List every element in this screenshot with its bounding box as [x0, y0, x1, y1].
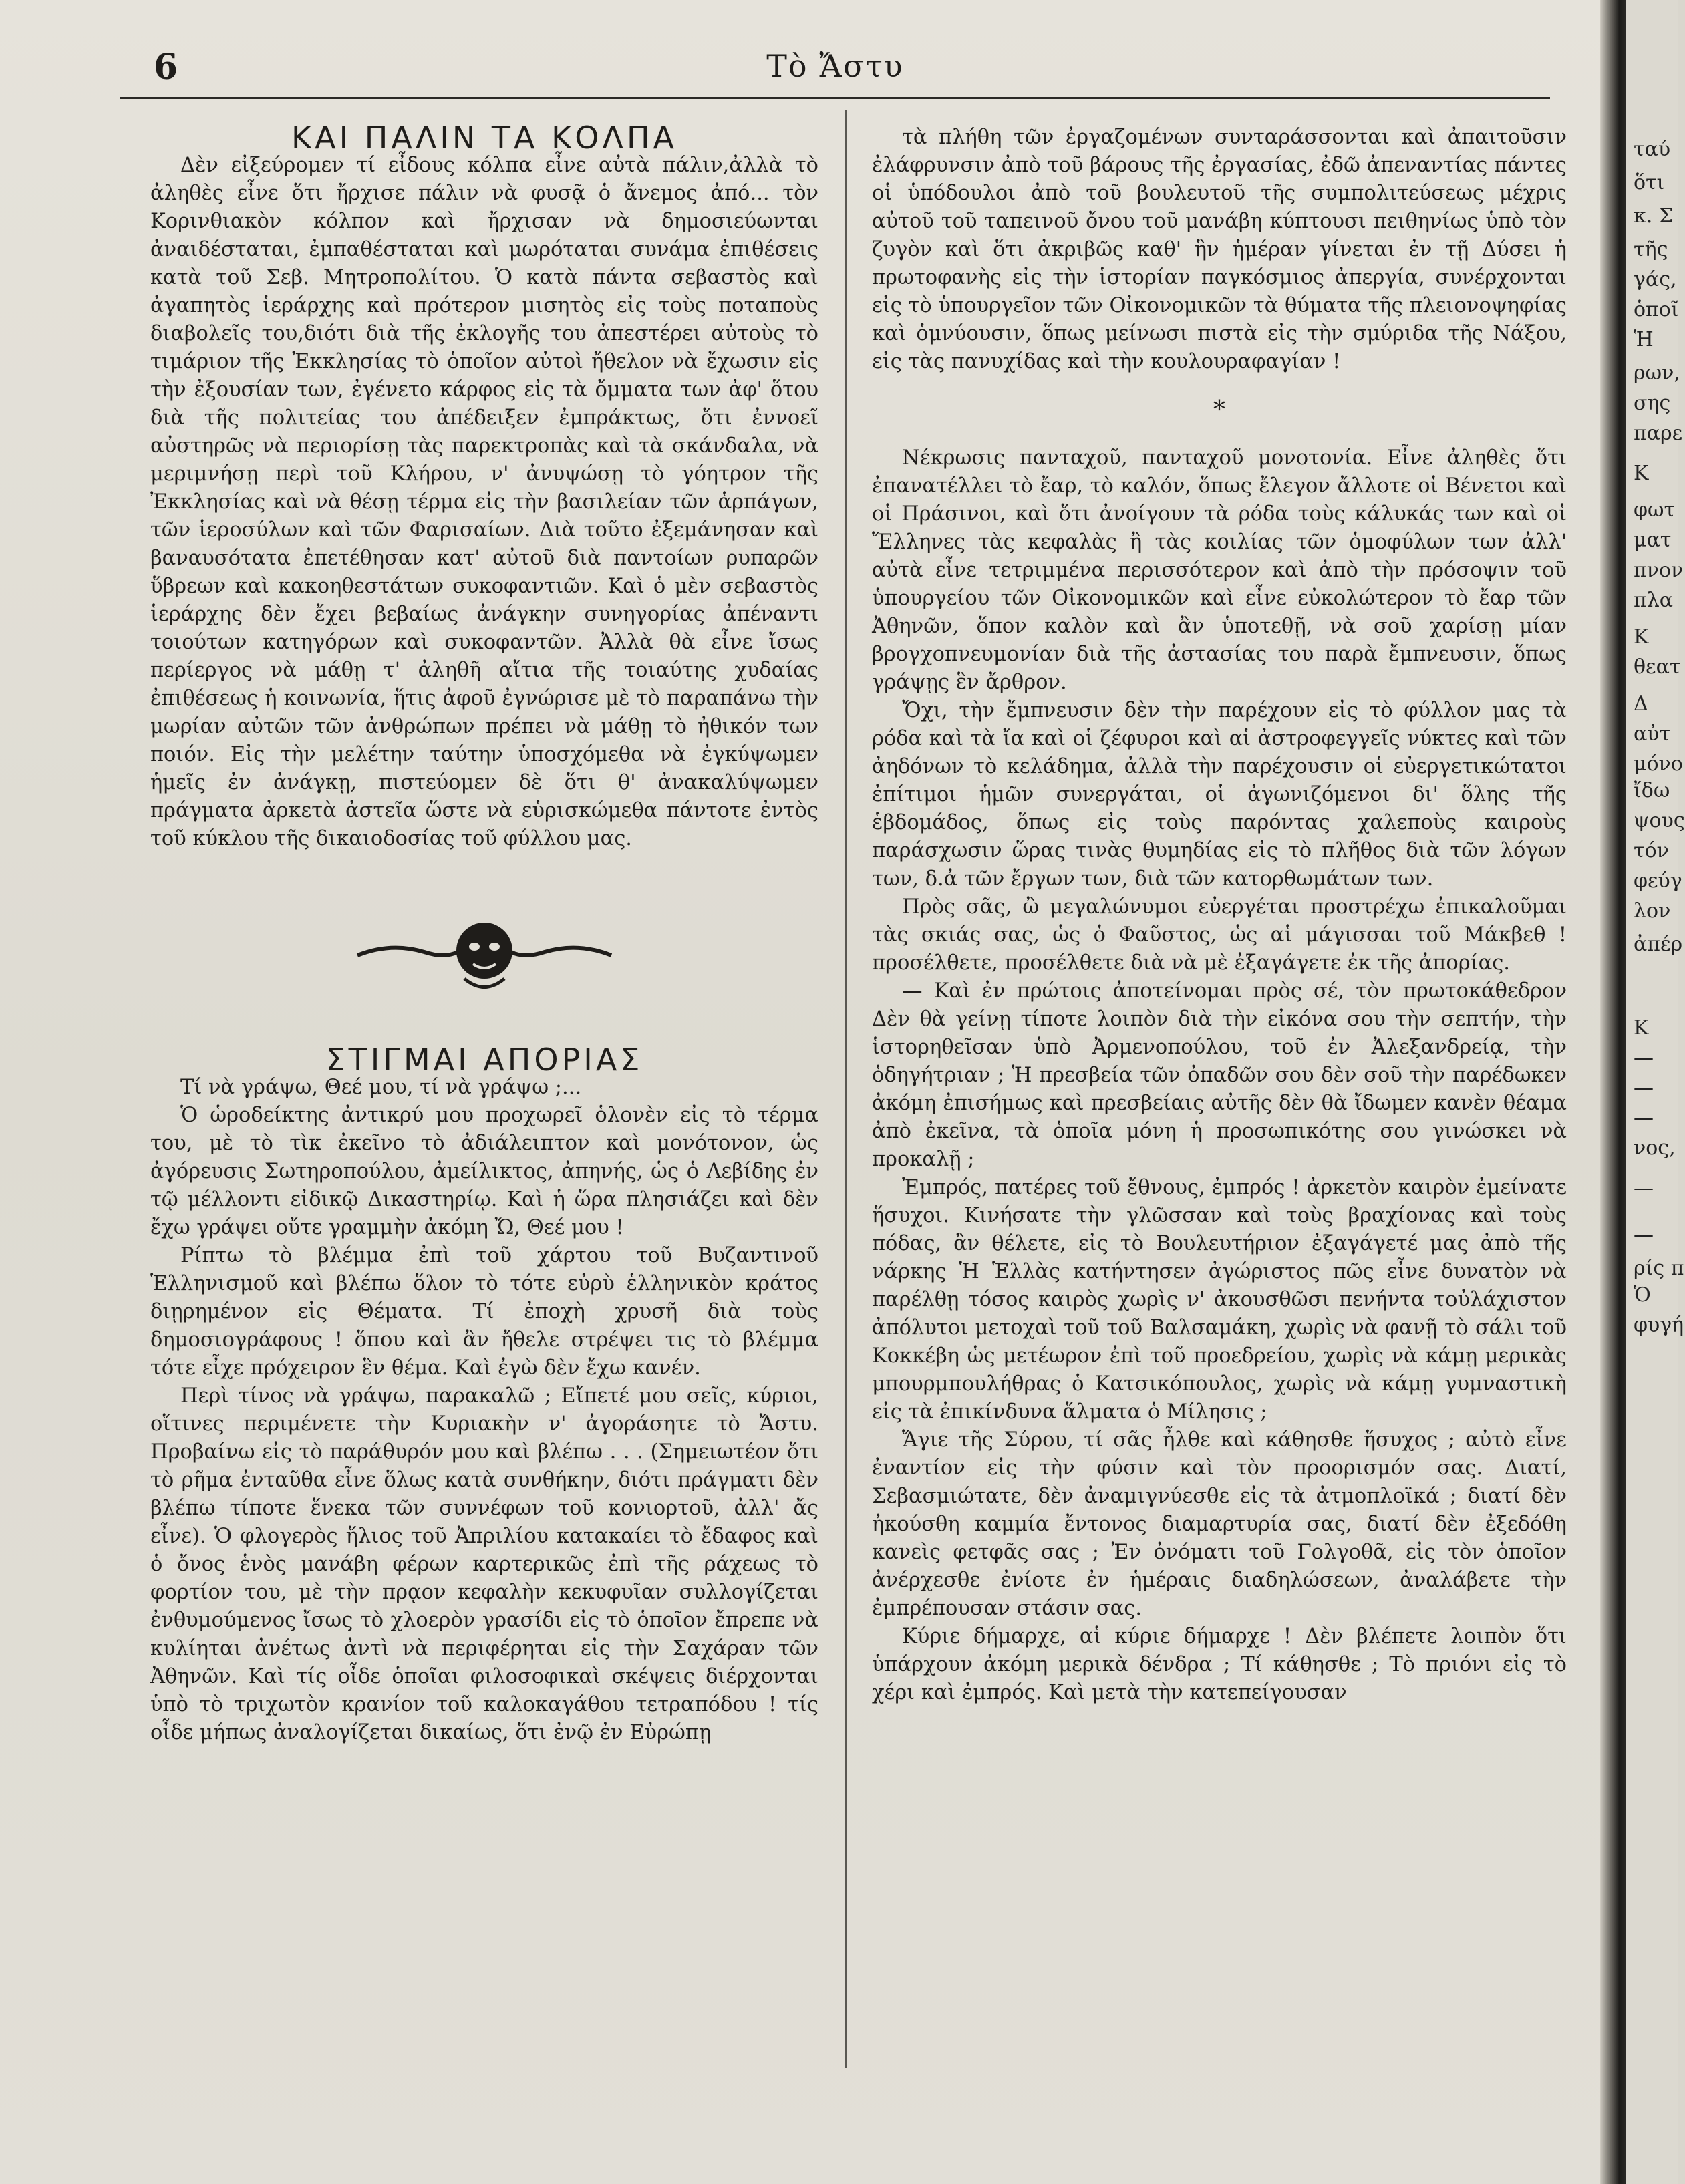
next-page-fragment: ὁποῖ [1634, 298, 1679, 321]
article-paragraph: Πρὸς σᾶς, ὢ μεγαλώνυμοι εὐεργέται προστρέχω ἐπικαλοῦμαι τὰς σκιάς σας, ὡς ὁ Φαῦστος, ὡς αἱ μάγισσαι τοῦ Μάκβεθ ! προσέλθετε, προσέλθετε διὰ νὰ μὲ ἐξαγάγετε ἐκ τῆς ἀπορίας. [872, 895, 1567, 975]
page-binding [1600, 0, 1626, 2184]
next-page-fragment: ὅτι [1634, 171, 1665, 194]
next-page-fragment: ἴδω [1634, 779, 1670, 802]
article-paragraph: — Καὶ ἐν πρώτοις ἀποτείνομαι πρὸς σέ, τὸν πρωτοκάθεδρον Δὲν θὰ γείνῃ τίποτε λοιπὸν διὰ τὴν εἰκόνα σου τὴν σεπτήν, τὴν ἱστορηθεῖσαν ὑπὸ Ἀρμενοπούλου, τοῦ ἐν Ἀλεξανδρείᾳ, τὴν ὁδηγήτριαν ; Ἡ πρεσβεία τῶν ὀπαδῶν σου δὲν σοῦ τὴν παρέδωκεν ἀκόμη ἐπισήμως καὶ πρεσβείαις αὐτῆς δὲν θὰ ἴδωμεν κανὲν θέαμα ἀπὸ ἐκεῖνα, τὰ ὁποῖα μόνη ἡ προσωπικότης σου γινώσκει νὰ προκαλῇ ; [872, 979, 1567, 1171]
article-heading-kolpa: ΚΑΙ ΠΑΛΙΝ ΤΑ ΚΟΛΠΑ [291, 120, 678, 156]
next-page-fragment: σης [1634, 392, 1671, 415]
next-page-fragment: φεύγ [1634, 869, 1682, 893]
next-page-fragment: μόνο [1634, 752, 1683, 776]
article-paragraph: τὰ πλήθη τῶν ἐργαζομένων συνταράσσονται καὶ ἀπαιτοῦσιν ἐλάφρυνσιν ἀπὸ τοῦ βάρους τῆς ἐργασίας, ἐδῶ ἀπεναντίας πάντες οἱ ὑπόδουλοι ἀπὸ τοῦ βουλευτοῦ τῆς συμπολιτεύσεως μέχρις αὐτοῦ τοῦ ταπεινοῦ ὄνου τοῦ μανάβη κύπτουσι πειθηνίως ὑπὸ τὸν ζυγὸν καὶ ὅτι ἀκριβῶς καθ' ἣν ἡμέραν γίνεται ἐν τῇ Δύσει ἡ πρωτοφανὴς εἰς τὴν ἱστορίαν παγκόσμιος ἀπεργία, συνέρχονται εἰς τὸ ὑπουργεῖον τῶν Οἰκονομικῶν τὰ θύματα τῆς πλειονοψηφίας καὶ ὁμνύουσιν, ὅπως μείνωσι πιστὰ εἰς τὴν σμύριδα τῆς Νάξου, εἰς τὰς πανυχίδας καὶ τὴν κουλουραφαγίαν ! [872, 126, 1567, 373]
next-page-fragment: — [1634, 1076, 1654, 1100]
next-page-fragment: — [1634, 1046, 1654, 1070]
article-paragraph: Ὁ ὡροδείκτης ἀντικρύ μου προχωρεῖ ὁλονὲν εἰς τὸ τέρμα του, μὲ τὸ τὶκ ἐκεῖνο τὸ ἀδιάλειπτον καὶ μονότονον, ὡς ἀγόρευσις Σωτηροπούλου, ἀμείλικτος, ἀπηνής, ὡς ὁ Λεβίδης ἐν τῷ μέλλοντι εἰδικῷ Δικαστηρίῳ. Καὶ ἡ ὥρα πλησιάζει καὶ δὲν ἔχω γράψει οὔτε γραμμὴν ἀκόμη Ὤ, Θεέ μου ! [150, 1104, 818, 1239]
article-paragraph: Περὶ τίνος νὰ γράψω, παρακαλῶ ; Εἴπετέ μου σεῖς, κύριοι, οἵτινες περιμένετε τὴν Κυριακὴν ν' ἀγοράσητε τὸ Ἄστυ. Προβαίνω εἰς τὸ παράθυρόν μου καὶ βλέπω . . . (Σημειωτέον ὅτι τὸ ρῆμα ἐνταῦθα εἶνε ὅλως κατὰ συνθήκην, διότι πράγματι δὲν βλέπω τίποτε ἕνεκα τῶν συννέφων τοῦ κονιορτοῦ, ἀλλ' ἄς εἶνε). Ὁ φλογερὸς ἥλιος τοῦ Ἀπριλίου κατακαίει τὸ ἔδαφος καὶ ὁ ὄνος ἑνὸς μανάβη φέρων καρτερικῶς ἐπὶ τῆς ράχεως τὸ φορτίον του, μὲ τὴν πρᾳον κεφαλὴν κεκυφυῖαν συλλογίζεται ἐνθυμούμενος ἴσως τὸ χλοερὸν γρασίδι εἰς τὸ ὁποῖον ἔπρεπε νὰ κυλίηται ἀνέτως ἀντὶ νὰ περιφέρηται εἰς τὴν Σαχάραν τῶν Ἀθηνῶν. Καὶ τίς οἶδε ὁποῖαι φιλοσοφικαὶ σκέψεις διέρχονται ὑπὸ τὸ τριχωτὸν κρανίον τοῦ καλοκαγάθου τετραπόδου ! τίς οἶδε μήπως ἀναλογίζεται δικαίως, ὅτι ἐνῷ ἐν Εὐρώπῃ [150, 1384, 818, 1744]
column-divider [845, 110, 847, 2068]
next-page-fragment: — [1634, 1106, 1654, 1130]
next-page-fragment: τῆς [1634, 238, 1668, 261]
article-paragraph: Ρίπτω τὸ βλέμμα ἐπὶ τοῦ χάρτου τοῦ Βυζαντινοῦ Ἑλληνισμοῦ καὶ βλέπω ὅλον τὸ τότε εὐρὺ ἑλληνικὸν κράτος διῃρημένον εἰς Θέματα. Τί ἐποχὴ χρυσῆ διὰ τοὺς δημοσιογράφους ! ὅπου καὶ ἂν ἤθελε στρέψει τις τὸ βλέμμα τότε εἶχε πρόχειρον ἓν θέμα. Καὶ ἐγὼ δὲν ἔχω κανέν. [150, 1244, 818, 1380]
next-page-fragment: Ἡ [1634, 328, 1654, 351]
left-column [150, 120, 818, 1747]
next-page-fragment: κ. Σ [1634, 204, 1674, 228]
next-page-fragment: πνον [1634, 559, 1684, 582]
next-page-fragment: Δ [1634, 692, 1648, 716]
next-page-fragment: γάς, [1634, 268, 1677, 291]
newspaper-title: Τὸ Ἄστυ [766, 48, 904, 84]
next-page-fragment: Κ [1634, 625, 1649, 649]
next-page-fragment: φυγή [1634, 1313, 1684, 1337]
page-header [120, 40, 1550, 100]
article-paragraph: Δὲν εἰξεύρομεν τί εἶδους κόλπα εἶνε αὐτὰ πάλιν,ἀλλὰ τὸ ἀληθὲς εἶνε ὅτι ἤρχισε πάλιν νὰ φυσᾷ ὁ ἄνεμος ἀπό... τὸν Κορινθιακὸν κόλπον καὶ ἤρχισαν νὰ δημοσιεύωνται ἀναιδέσταται, ἐμπαθέσταται καὶ μωρόταται συνάμα ἐπιθέσεις κατὰ τοῦ Σεβ. Μητροπολίτου. Ὁ κατὰ πάντα σεβαστὸς καὶ ἀγαπητὸς ἱεράρχης καὶ πρότερον μισητὸς εἰς τοὺς ποταποὺς διαβολεῖς του,διότι διὰ τῆς ἐκλογῆς του ἀπεστέρει αὐτοὺς τὸ τιμάριον τῆς Ἐκκλησίας τὸ ὁποῖον αὐτοὶ ἤθελον νὰ ἔχωσιν εἰς τὴν ἐξουσίαν των, ἐγένετο κάρφος εἰς τὰ ὄμματα των ἀφ' ὅτου διὰ τῆς πολιτείας του ἀπέδειξεν ἐμπράκτως, ὅτι ἐννοεῖ αὐστηρῶς νὰ περιορίσῃ τὰς παρεκτροπὰς καὶ τὰ σκάνδαλα, νὰ μεριμνήσῃ περὶ τοῦ Κλήρου, ν' ἀνυψώσῃ τὸ γόητρον τῆς Ἐκκλησίας καὶ νὰ θέσῃ τέρμα εἰς τὴν βασιλείαν τῶν ἁρπάγων, τῶν ἱεροσύλων καὶ τῶν Φαρισαίων. Διὰ τοῦτο ἐξεμάνησαν καὶ βαναυσότατα ἐπετέθησαν κατ' αὐτοῦ διὰ παντοίων ρυπαρῶν ὕβρεων καὶ κακοηθεστάτων συκοφαντιῶν. Καὶ ὁ μὲν σεβαστὸς ἱεράρχης δὲν ἔχει βεβαίως ἀνάγκην συνηγορίας ἀπέναντι τοιούτων κατηγόρων καὶ συκοφαντῶν. Ἀλλὰ θὰ εἶνε ἴσως περίεργος νὰ μάθῃ τ' ἀληθῆ αἴτια τῆς τοιαύτης χυδαίας ἐπιθέσεως ἡ κοινωνία, ἥτις ἀφοῦ ἐγνώρισε μὲ τὸ παραπάνω τὴν μωρίαν αὐτῶν τῶν ἀνθρώπων πρέπει νὰ μάθῃ τὸ ἠθικόν των ποιόν. Εἰς τὴν μελέτην ταύτην ὑποσχόμεθα νὰ ἐγκύψωμεν ἡμεῖς ἐν ἀνάγκῃ, πιστεύομεν δὲ ὅτι θ' ἀνακαλύψωμεν πράγματα ἀρκετὰ ἀστεῖα ὥστε νὰ εὑρισκώμεθα πάντοτε ἐντὸς τοῦ κύκλου τῆς δικαιοδοσίας τοῦ φύλλου μας. [150, 154, 818, 850]
header-rule [120, 97, 1550, 99]
article-heading-stigmai: ΣΤΙΓΜΑΙ ΑΠΟΡΙΑΣ [325, 1042, 643, 1078]
article-paragraph: Νέκρωσις πανταχοῦ, πανταχοῦ μονοτονία. Εἶνε ἀληθὲς ὅτι ἐπανατέλλει τὸ ἔαρ, τὸ καλόν, ὅπως ἔλεγον ἄλλοτε οἱ Βένετοι καὶ οἱ Πράσινοι, καὶ ὅτι ἀνοίγουν τὰ ρόδα τοὺς κάλυκάς των καὶ οἱ Ἕλληνες τὰς κεφαλὰς ἢ τὰς κοιλίας τῶν ὁμοφύλων των ἀλλ' αὐτὰ εἶνε τετριμμένα περισσότερον καὶ ἀπὸ τὴν πρόσοψιν τοῦ ὑπουργείου τῶν Οἰκονομικῶν καὶ εἶνε εὐκολώτερον τὸ ἔαρ τῶν Ἀθηνῶν, ὅπον καλὸν καὶ ἂν ὑποτεθῇ, νὰ σοῦ χαρίσῃ μίαν βρογχοπνευμονίαν διὰ τῆς ἀστασίας του παρὰ ἔμπνευσιν, ὅπως γράψῃς ἓν ἄρθρον. [872, 446, 1567, 694]
article-paragraph: Ἐμπρός, πατέρες τοῦ ἔθνους, ἐμπρός ! ἀρκετὸν καιρὸν ἐμείνατε ἥσυχοι. Κινήσατε τὴν γλῶσσαν καὶ τοὺς βραχίονας καὶ τοὺς πόδας, ἂν θέλετε, εἰς τὸ Βουλευτήριον ἐξαγάγετέ μας ἀπὸ τῆς νάρκης Ἡ Ἑλλὰς κατήντησεν ἀγώριστος πῶς εἶνε δυνατὸν νὰ παρέλθῃ τόσος καιρὸς χωρὶς ν' ἀκουσθῶσι πενήντα τοὐλάχιστον ἀπόλυτοι μετοχαὶ τοῦ τοῦ Βαλσαμάκη, χωρὶς νὰ φανῇ τὸ σάλι τοῦ Κοκκέβη ὡς μετέωρον ἐπὶ τοῦ προεδρείου, χωρὶς νὰ κάμῃ μερικὰς μπουρμπουλήθρας ὁ Κατσικόπουλος, χωρὶς νὰ κάμῃ γυμναστικὴ εἰς τὰ ἐπικίνδυνα ἅλματα ὁ Μίλησις ; [872, 1176, 1567, 1424]
article-paragraph: Κύριε δήμαρχε, αἱ κύριε δήμαρχε ! Δὲν βλέπετε λοιπὸν ὅτι ὑπάρχουν ἀκόμη μερικὰ δένδρα ; Τί κάθησθε ; Τὸ πριόνι εἰς τὸ χέρι καὶ ἐμπρός. Καὶ μετὰ τὴν κατεπείγουσαν [872, 1625, 1567, 1704]
next-page-fragment: Κ [1634, 462, 1649, 485]
next-page-fragment: — [1634, 1177, 1654, 1200]
next-page-fragment: τόν [1634, 839, 1669, 863]
next-page-fragment: νος, [1634, 1136, 1676, 1160]
next-page-fragment: ρίς π [1634, 1257, 1684, 1280]
next-page-fragment: ρων, [1634, 361, 1680, 385]
next-page-edge [1626, 0, 1685, 2184]
next-page-fragment: — [1634, 1223, 1654, 1247]
next-page-fragment: Ὁ [1634, 1283, 1651, 1307]
article-paragraph: Ὄχι, τὴν ἔμπνευσιν δὲν τὴν παρέχουν εἰς τὸ φύλλον μας τὰ ρόδα καὶ τὰ ἴα καὶ οἱ ζέφυροι καὶ αἱ ἀστροφεγγεῖς νύκτες καὶ τῶν ἀηδόνων τὸ κελάδημα, ἀλλὰ τὴν παρέχουσιν οἱ εὐεργετικώτατοι ἐπίτιμοι ἡμῶν συνεργάται, οἱ ἀγωνιζόμενοι δι' ὅλης τῆς ἑβδομάδος, ὅπως εἰς τοὺς παρόντας χαλεποὺς καιροὺς παράσχωσιν ὥρας τινὰς θυμηδίας εἰς τὸ πλῆθος διὰ τῶν λόγων των, δ.ἀ τῶν ἔργων των, διὰ τῶν κατορθωμάτων των. [872, 699, 1567, 891]
next-page-fragment: θεατ [1634, 655, 1681, 679]
next-page-fragment: ταύ [1634, 138, 1671, 161]
mask-ornament-icon [150, 905, 818, 1005]
next-page-fragment: λον [1634, 899, 1671, 923]
article-paragraph: Τί νὰ γράψω, Θεέ μου, τί νὰ γράψω ;... [180, 1076, 582, 1099]
right-column [872, 124, 1567, 1707]
next-page-fragment: φωτ [1634, 498, 1676, 522]
next-page-fragment: αὐτ [1634, 722, 1671, 746]
next-page-fragment: ἀπέρ [1634, 933, 1683, 956]
next-page-fragment: πλα [1634, 589, 1673, 612]
next-page-fragment: ψους [1634, 809, 1685, 832]
page-number: 6 [154, 47, 178, 88]
article-paragraph: Ἅγιε τῆς Σύρου, τί σᾶς ἦλθε καὶ κάθησθε ἥσυχος ; αὐτὸ εἶνε ἐναντίον εἰς τὴν φύσιν καὶ τὸν προορισμόν σας. Διατί, Σεβασμιώτατε, δὲν ἀναμιγνύεσθε εἰς τὰ ἀτμοπλοϊκά ; διατί δὲν ἠκούσθη καμμία ἔντονος διαμαρτυρία σας, διατί δὲν ἐξεδόθη κανεὶς φετφᾶς σας ; Ἐν ὀνόματι τοῦ Γολγοθᾶ, εἰς τὸν ὁποῖον ἀνέρχεσθε ἐνίοτε ἐν ἡμέραις διαδηλώσεων, ἀναλάβετε τὴν ἐμπρέπουσαν στάσιν σας. [872, 1428, 1567, 1620]
next-page-fragment: Κ [1634, 1016, 1649, 1040]
section-separator: * [1213, 396, 1225, 424]
next-page-fragment: παρε [1634, 422, 1683, 445]
next-page-fragment: ματ [1634, 528, 1672, 552]
